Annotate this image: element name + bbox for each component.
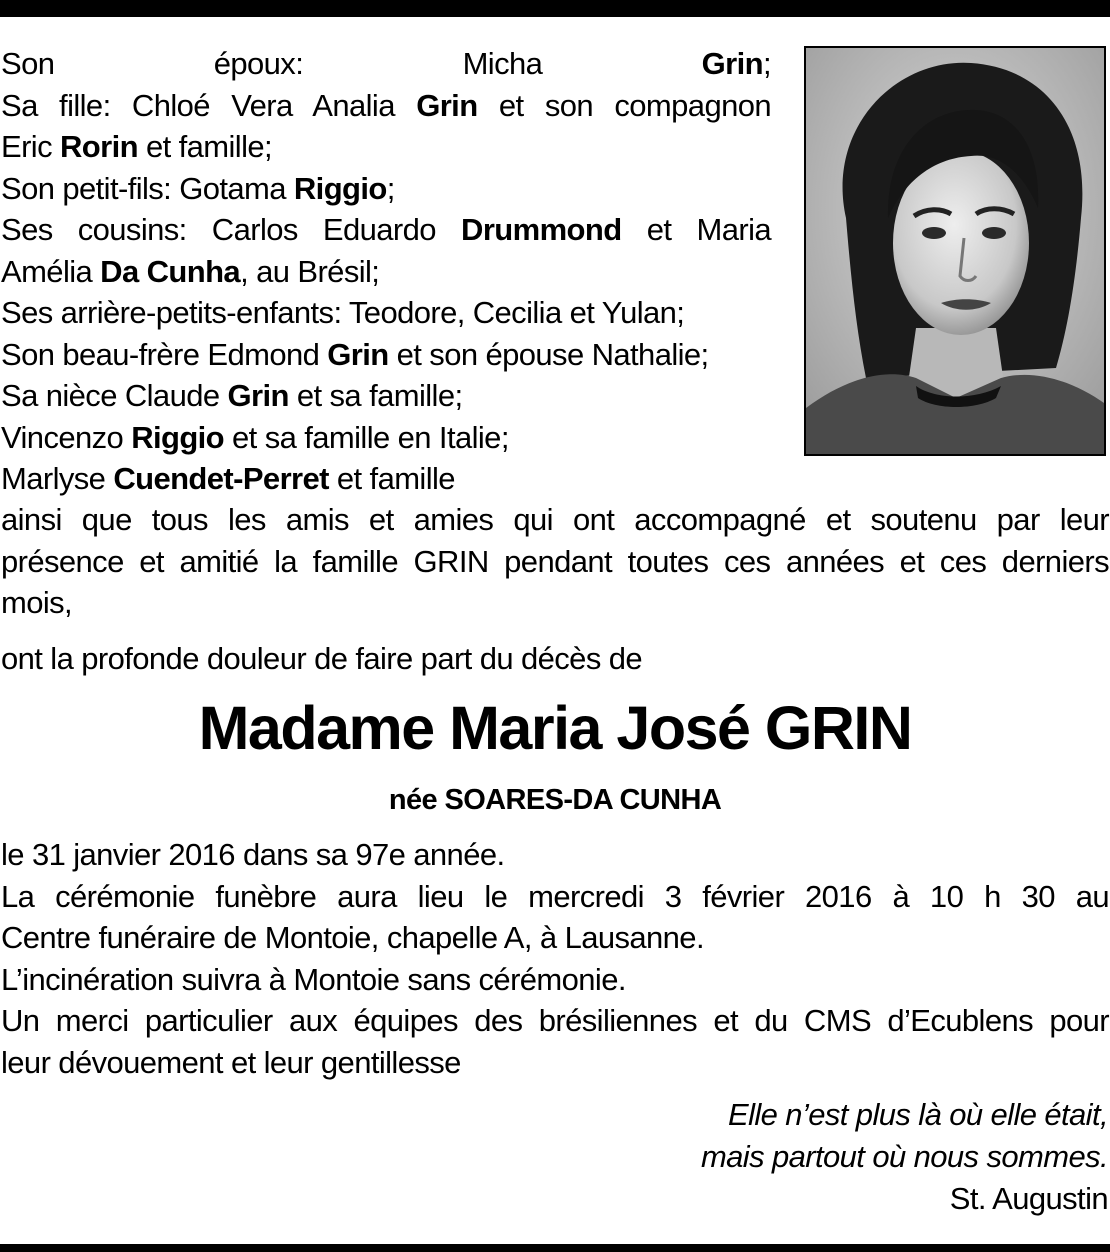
relative-line: Amélia Da Cunha, au Brésil;: [1, 253, 380, 289]
quote-block: [408, 1094, 1108, 1220]
quote-author: St. Augustin: [949, 1181, 1108, 1216]
friends-line: ainsi que tous les amis et amies qui ont accompagné et soutenu par leur: [1, 502, 1109, 537]
friends-line: présence et amitié la famille GRIN pendant toutes ces années et ces derniers: [1, 543, 1109, 579]
relative-line: Vincenzo Riggio et sa famille en Italie;: [1, 419, 509, 455]
relative-line: Eric Rorin et famille;: [1, 129, 273, 164]
announcement-line: ont la profonde douleur de faire part du décès de: [1, 641, 643, 676]
relative-line: Marlyse Cuendet-Perret et famille: [1, 461, 455, 496]
friends-line: mois,: [1, 585, 73, 620]
details-line: Un merci particulier aux équipes des brésiliennes et du CMS d’Ecublens pour: [1, 1003, 1109, 1038]
relative-line: Sa fille: Chloé Vera Analia Grin et son compagnon: [1, 87, 772, 123]
bottom-rule: [0, 1244, 1110, 1252]
details-line: Centre funéraire de Montoie, chapelle A, à Lausanne.: [1, 920, 704, 955]
relative-line: Ses arrière-petits-enfants: Teodore, Cecilia et Yulan;: [1, 295, 685, 330]
deceased-name: Madame Maria José GRIN: [198, 694, 912, 762]
relative-line: Sa nièce Claude Grin et sa famille;: [1, 378, 463, 413]
details-line: le 31 janvier 2016 dans sa 97e année.: [1, 837, 505, 872]
details-line: L’incinération suivra à Montoie sans cérémonie.: [1, 961, 626, 997]
portrait-photo: [804, 46, 1106, 456]
relative-line: Son beau-frère Edmond Grin et son épouse Nathalie;: [1, 336, 709, 372]
ceremony-details: [1, 834, 1109, 1083]
relative-line: Ses cousins: Carlos Eduardo Drummond et Maria: [1, 212, 772, 247]
details-line: La cérémonie funèbre aura lieu le mercredi 3 février 2016 à 10 h 30 au: [1, 878, 1109, 914]
details-line: leur dévouement et leur gentillesse: [1, 1044, 461, 1080]
relatives-list: [1, 43, 771, 500]
quote-line: mais partout où nous sommes.: [700, 1139, 1108, 1174]
relative-line: Son petit-fils: Gotama Riggio;: [1, 170, 395, 206]
friends-paragraph: [1, 499, 1109, 624]
maiden-name: née SOARES-DA CUNHA: [388, 784, 722, 816]
relative-line: Son époux: Micha Grin;: [1, 46, 771, 81]
quote-line: Elle n’est plus là où elle était,: [728, 1097, 1108, 1132]
top-rule: [0, 0, 1110, 17]
